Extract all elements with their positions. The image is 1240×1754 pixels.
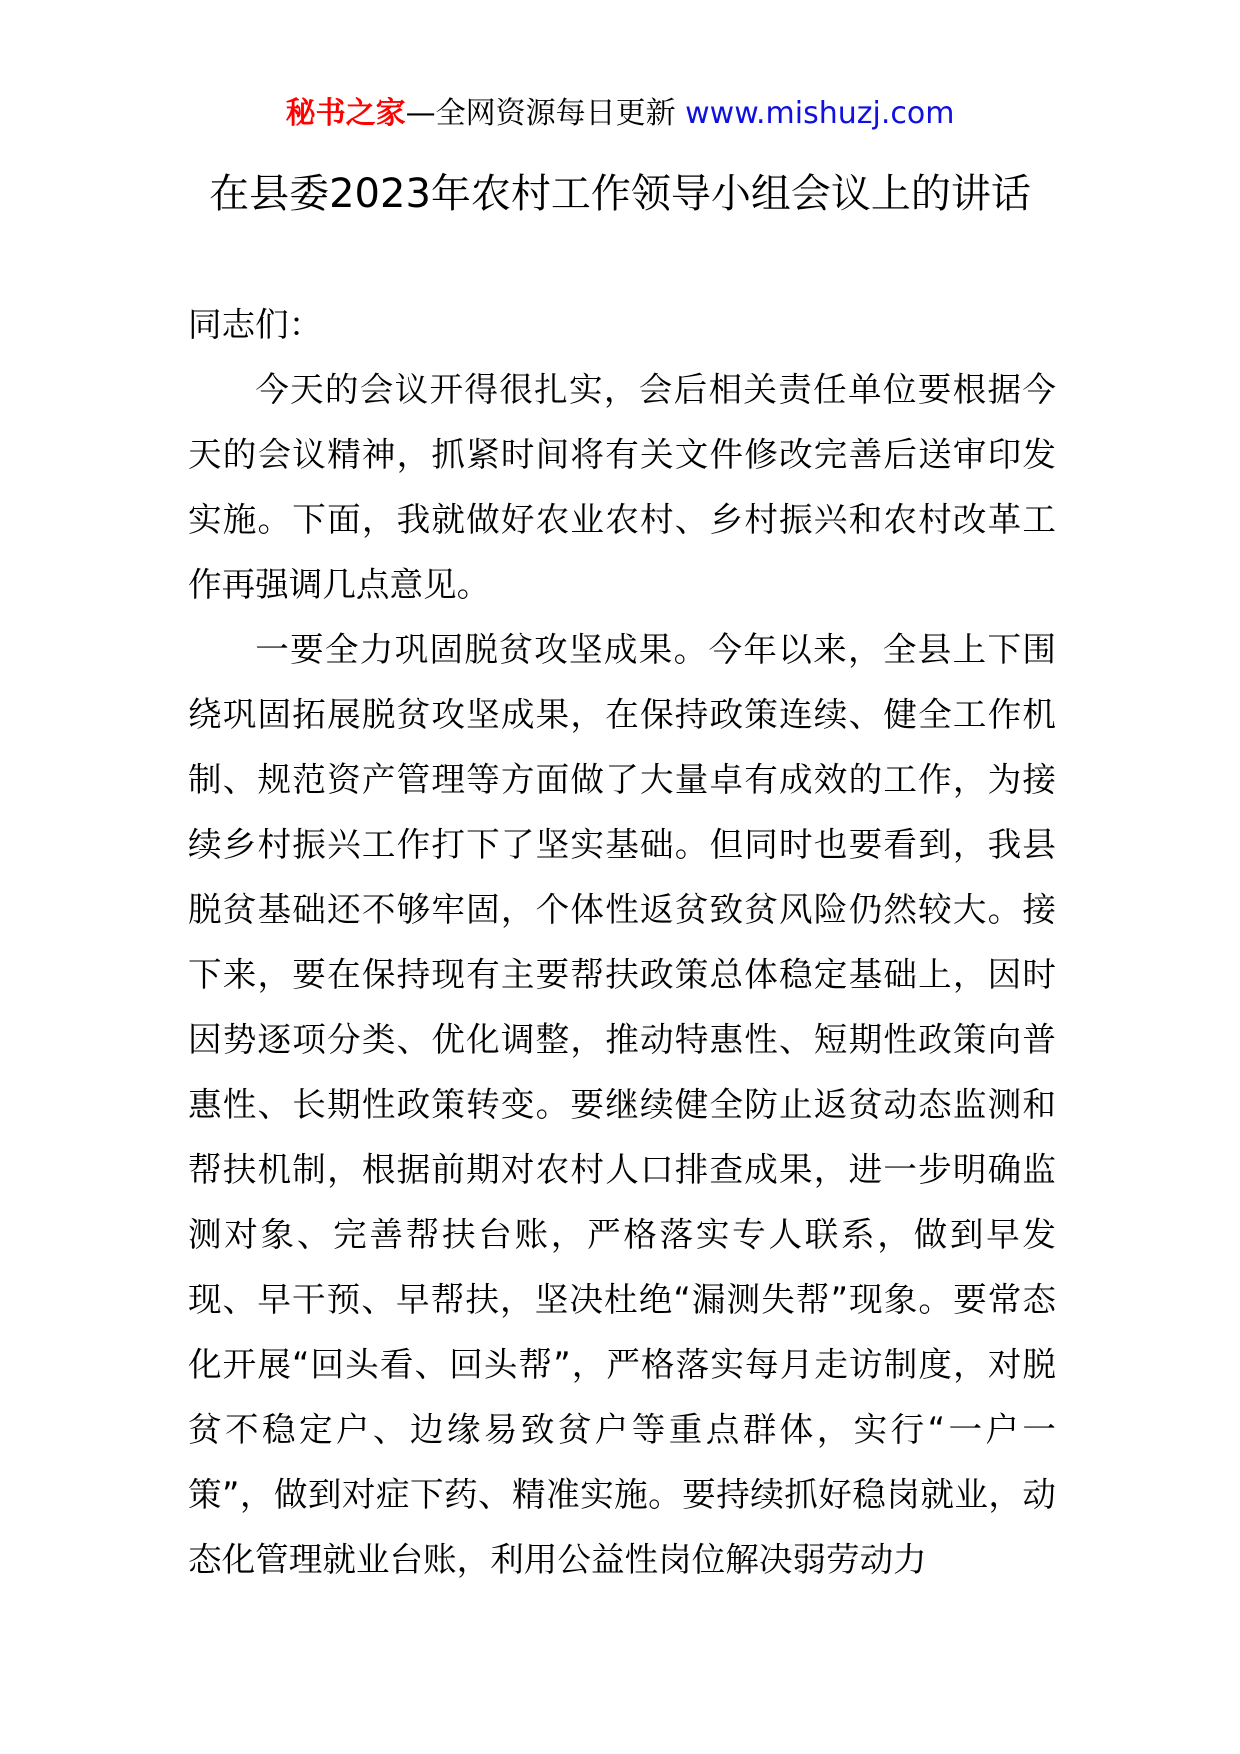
site-url-link[interactable]: www.mishuzj.com: [685, 96, 955, 131]
site-brand: 秘书之家: [285, 96, 406, 131]
paragraph: 一要全力巩固脱贫攻坚成果。今年以来，全县上下围绕巩固拓展脱贫攻坚成果，在保持政策连续、健全工作机制、规范资产管理等方面做了大量卓有成效的工作，为接续乡村振兴工作打下了坚实基础。但同时也要看到，我县脱贫基础还不够牢固，个体性返贫致贫风险仍然较大。接下来，要在保持现有主要帮扶政策总体稳定基础上，因时因势逐项分类、优化调整，推动特惠性、短期性政策向普惠性、长期性政策转变。要继续健全防止返贫动态监测和帮扶机制，根据前期对农村人口排查成果，进一步明确监测对象、完善帮扶台账，严格落实专人联系，做到早发现、早干预、早帮扶，坚决杜绝“漏测失帮”现象。要常态化开展“回头看、回头帮”，严格落实每月走访制度，对脱贫不稳定户、边缘易致贫户等重点群体，实行“一户一策”，做到对症下药、精准实施。要持续抓好稳岗就业，动态化管理就业台账，利用公益性岗位解决弱劳动力: [188, 630, 1056, 1579]
paragraph: 今天的会议开得很扎实，会后相关责任单位要根据今天的会议精神，抓紧时间将有关文件修改完善后送审印发实施。下面，我就做好农业农村、乡村振兴和农村改革工作再强调几点意见。: [188, 370, 1056, 604]
document-title: 在县委2023年农村工作领导小组会议上的讲话: [209, 171, 1031, 217]
site-tagline: —全网资源每日更新: [405, 96, 676, 131]
document-body: [188, 292, 1056, 1592]
salutation: 同志们：: [188, 305, 323, 344]
site-header: [0, 94, 1240, 134]
